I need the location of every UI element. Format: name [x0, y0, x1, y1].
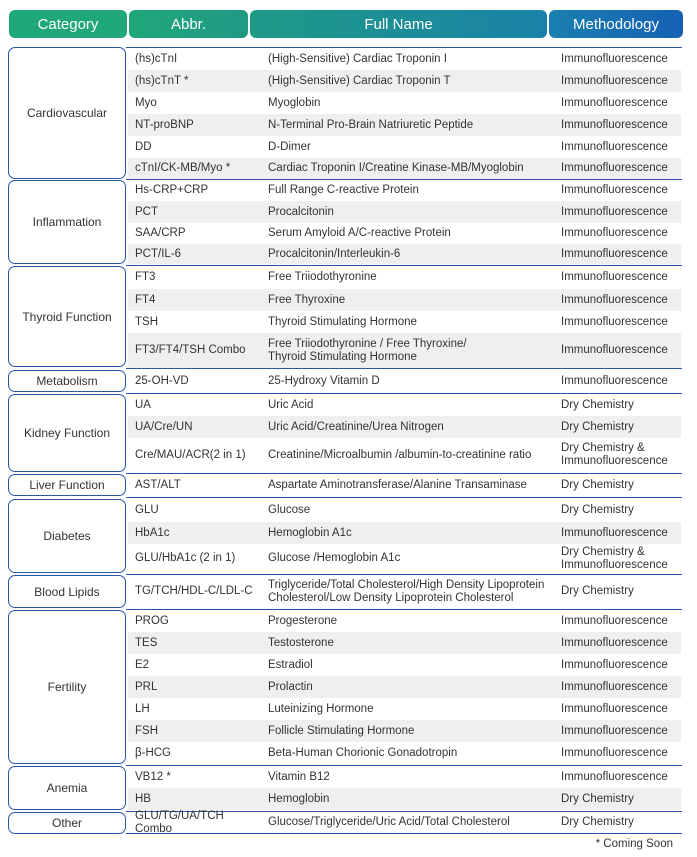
- abbr-cell: PCT/IL-6: [135, 247, 182, 260]
- methodology-cell: Immunofluorescence: [561, 636, 668, 649]
- methodology-cell: Dry Chemistry: [561, 478, 634, 491]
- full-name-cell: (High-Sensitive) Cardiac Troponin T: [268, 74, 451, 87]
- methodology-cell: Immunofluorescence: [561, 118, 668, 131]
- methodology-cell: Immunofluorescence: [561, 315, 668, 328]
- category-kidney-function: Kidney Function: [8, 394, 126, 472]
- table-row: [128, 720, 681, 742]
- methodology-cell: Immunofluorescence: [561, 658, 668, 671]
- footnote: * Coming Soon: [595, 838, 673, 850]
- table-row: [128, 92, 681, 114]
- table-row: [128, 266, 681, 289]
- table-row: [128, 223, 681, 244]
- methodology-cell: Immunofluorescence: [561, 344, 668, 356]
- abbr-cell: GLU: [135, 504, 159, 516]
- methodology-cell: Dry Chemistry: [561, 585, 634, 597]
- methodology-cell: Immunofluorescence: [561, 374, 668, 387]
- table-row: [128, 370, 681, 392]
- full-name-cell: Free Triiodothyronine: [268, 271, 377, 283]
- abbr-cell: FT3/FT4/TSH Combo: [135, 344, 246, 356]
- table-row: [128, 70, 681, 92]
- table-row: [128, 201, 681, 223]
- full-name-cell: Creatinine/Microalbumin /albumin-to-creatinine ratio: [268, 448, 532, 461]
- abbr-cell: (hs)cTnI: [135, 52, 178, 65]
- full-name-cell: Aspartate Aminotransferase/Alanine Transaminase: [268, 478, 527, 491]
- abbr-cell: LH: [135, 702, 150, 715]
- full-name-cell: Glucose /Hemoglobin A1c: [268, 552, 401, 564]
- group-line: [126, 497, 682, 498]
- full-name-cell: Prolactin: [268, 680, 313, 693]
- full-name-cell: D-Dimer: [268, 140, 311, 153]
- methodology-cell: Immunofluorescence: [561, 74, 668, 87]
- table-row: [128, 742, 681, 764]
- abbr-cell: PRL: [135, 680, 158, 693]
- methodology-cell: Immunofluorescence: [561, 293, 668, 306]
- abbr-cell: NT-proBNP: [135, 118, 194, 131]
- full-name-cell: Hemoglobin: [268, 792, 330, 805]
- abbr-cell: Cre/MAU/ACR(2 in 1): [135, 448, 246, 461]
- full-name-cell: (High-Sensitive) Cardiac Troponin I: [268, 52, 447, 65]
- abbr-cell: 25-OH-VD: [135, 374, 189, 387]
- abbr-cell: Myo: [135, 96, 157, 109]
- header-methodology: Methodology: [549, 10, 683, 38]
- table-row: [128, 499, 681, 522]
- category-fertility: Fertility: [8, 610, 126, 764]
- abbr-cell: TES: [135, 636, 158, 649]
- full-name-cell: Myoglobin: [268, 96, 321, 109]
- table-row: [128, 522, 681, 544]
- table-row: [128, 654, 681, 676]
- abbr-cell: TSH: [135, 315, 158, 328]
- methodology-cell: Dry Chemistry: [561, 816, 634, 828]
- abbr-cell: β-HCG: [135, 746, 171, 759]
- category-cardiovascular: Cardiovascular: [8, 47, 126, 179]
- abbr-cell: UA/Cre/UN: [135, 420, 193, 433]
- full-name-cell: Testosterone: [268, 636, 334, 649]
- methodology-cell: Dry Chemistry: [561, 504, 634, 516]
- methodology-cell: Immunofluorescence: [561, 52, 668, 65]
- methodology-cell: Dry Chemistry: [561, 792, 634, 805]
- table-row: [128, 48, 681, 70]
- table-row: [128, 158, 681, 179]
- full-name-cell: Free Thyroxine: [268, 293, 346, 306]
- table-row: [128, 474, 681, 496]
- methodology-cell: Dry Chemistry & Immunofluorescence: [561, 442, 668, 467]
- table-row: [128, 333, 681, 368]
- methodology-cell: Immunofluorescence: [561, 614, 668, 627]
- abbr-cell: FT4: [135, 293, 156, 306]
- full-name-cell: Glucose: [268, 504, 311, 516]
- methodology-cell: Immunofluorescence: [561, 140, 668, 153]
- table-row: [128, 438, 681, 472]
- methodology-cell: Dry Chemistry & Immunofluorescence: [561, 545, 668, 571]
- full-name-cell: Uric Acid: [268, 398, 314, 411]
- abbr-cell: FT3: [135, 271, 156, 283]
- table-row: [128, 114, 681, 136]
- abbr-cell: GLU/TG/UA/TCH Combo: [135, 809, 224, 835]
- abbr-cell: cTnI/CK-MB/Myo *: [135, 162, 231, 174]
- methodology-cell: Immunofluorescence: [561, 247, 668, 260]
- table-row: [128, 676, 681, 698]
- table-row: [128, 136, 681, 158]
- category-inflammation: Inflammation: [8, 180, 126, 264]
- methodology-cell: Dry Chemistry: [561, 398, 634, 411]
- full-name-cell: Serum Amyloid A/C-reactive Protein: [268, 227, 451, 239]
- category-blood-lipids: Blood Lipids: [8, 575, 126, 608]
- methodology-cell: Immunofluorescence: [561, 526, 668, 539]
- full-name-cell: Uric Acid/Creatinine/Urea Nitrogen: [268, 420, 444, 433]
- table-row: [128, 394, 681, 416]
- full-name-cell: Hemoglobin A1c: [268, 526, 352, 539]
- full-name-cell: Triglyceride/Total Cholesterol/High Density Lipoprotein Cholesterol/Low Density Lipoprotein Cholesterol: [268, 578, 545, 604]
- table-row: [128, 698, 681, 720]
- abbr-cell: AST/ALT: [135, 478, 181, 491]
- category-metabolism: Metabolism: [8, 370, 126, 392]
- table-row: [128, 244, 681, 264]
- category-diabetes: Diabetes: [8, 499, 126, 573]
- table-row: [128, 575, 681, 608]
- full-name-cell: Vitamin B12: [268, 770, 330, 783]
- full-name-cell: Estradiol: [268, 658, 313, 671]
- methodology-cell: Immunofluorescence: [561, 162, 668, 174]
- category-liver-function: Liver Function: [8, 474, 126, 496]
- full-name-cell: Beta-Human Chorionic Gonadotropin: [268, 746, 458, 759]
- full-name-cell: 25-Hydroxy Vitamin D: [268, 374, 380, 387]
- abbr-cell: FSH: [135, 724, 158, 737]
- abbr-cell: HbA1c: [135, 526, 170, 539]
- abbr-cell: GLU/HbA1c (2 in 1): [135, 552, 236, 564]
- abbr-cell: UA: [135, 398, 151, 411]
- category-other: Other: [8, 812, 126, 834]
- full-name-cell: Progesterone: [268, 614, 338, 627]
- header-category: Category: [9, 10, 127, 38]
- abbr-cell: Hs-CRP+CRP: [135, 184, 209, 196]
- methodology-cell: Immunofluorescence: [561, 271, 668, 283]
- full-name-cell: Follicle Stimulating Hormone: [268, 724, 415, 737]
- abbr-cell: PROG: [135, 614, 169, 627]
- full-name-cell: Procalcitonin: [268, 205, 334, 218]
- header-full-name: Full Name: [250, 10, 547, 38]
- full-name-cell: Glucose/Triglyceride/Uric Acid/Total Cholesterol: [268, 816, 510, 828]
- abbr-cell: E2: [135, 658, 150, 671]
- methodology-cell: Immunofluorescence: [561, 184, 668, 196]
- full-name-cell: Luteinizing Hormone: [268, 702, 374, 715]
- methodology-cell: Immunofluorescence: [561, 680, 668, 693]
- abbr-cell: DD: [135, 140, 152, 153]
- table-row: [128, 788, 681, 810]
- table-row: [128, 610, 681, 632]
- abbr-cell: VB12 *: [135, 770, 171, 783]
- abbr-cell: TG/TCH/HDL-C/LDL-C: [135, 585, 253, 597]
- methodology-cell: Dry Chemistry: [561, 420, 634, 433]
- full-name-cell: Free Triiodothyronine / Free Thyroxine/ Thyroid Stimulating Hormone: [268, 337, 467, 363]
- methodology-cell: Immunofluorescence: [561, 724, 668, 737]
- group-line: [126, 368, 682, 369]
- methodology-cell: Immunofluorescence: [561, 746, 668, 759]
- abbr-cell: HB: [135, 792, 151, 805]
- table-row: [128, 632, 681, 654]
- abbr-cell: SAA/CRP: [135, 227, 186, 239]
- table-row: [128, 311, 681, 333]
- full-name-cell: Thyroid Stimulating Hormone: [268, 315, 417, 328]
- table-row: [128, 544, 681, 573]
- full-name-cell: Cardiac Troponin I/Creatine Kinase-MB/Myoglobin: [268, 162, 524, 174]
- full-name-cell: N-Terminal Pro-Brain Natriuretic Peptide: [268, 118, 474, 131]
- category-anemia: Anemia: [8, 766, 126, 810]
- methodology-cell: Immunofluorescence: [561, 205, 668, 218]
- methodology-cell: Immunofluorescence: [561, 702, 668, 715]
- header-abbr: Abbr.: [129, 10, 248, 38]
- full-name-cell: Full Range C-reactive Protein: [268, 184, 419, 196]
- table-row: [128, 180, 681, 201]
- category-thyroid-function: Thyroid Function: [8, 266, 126, 367]
- methodology-cell: Immunofluorescence: [561, 770, 668, 783]
- full-name-cell: Procalcitonin/Interleukin-6: [268, 247, 401, 260]
- methodology-cell: Immunofluorescence: [561, 96, 668, 109]
- table-row: [128, 766, 681, 788]
- table-row: [128, 809, 681, 835]
- table-row: [128, 289, 681, 311]
- abbr-cell: PCT: [135, 205, 158, 218]
- methodology-cell: Immunofluorescence: [561, 227, 668, 239]
- table-row: [128, 416, 681, 438]
- abbr-cell: (hs)cTnT *: [135, 74, 189, 87]
